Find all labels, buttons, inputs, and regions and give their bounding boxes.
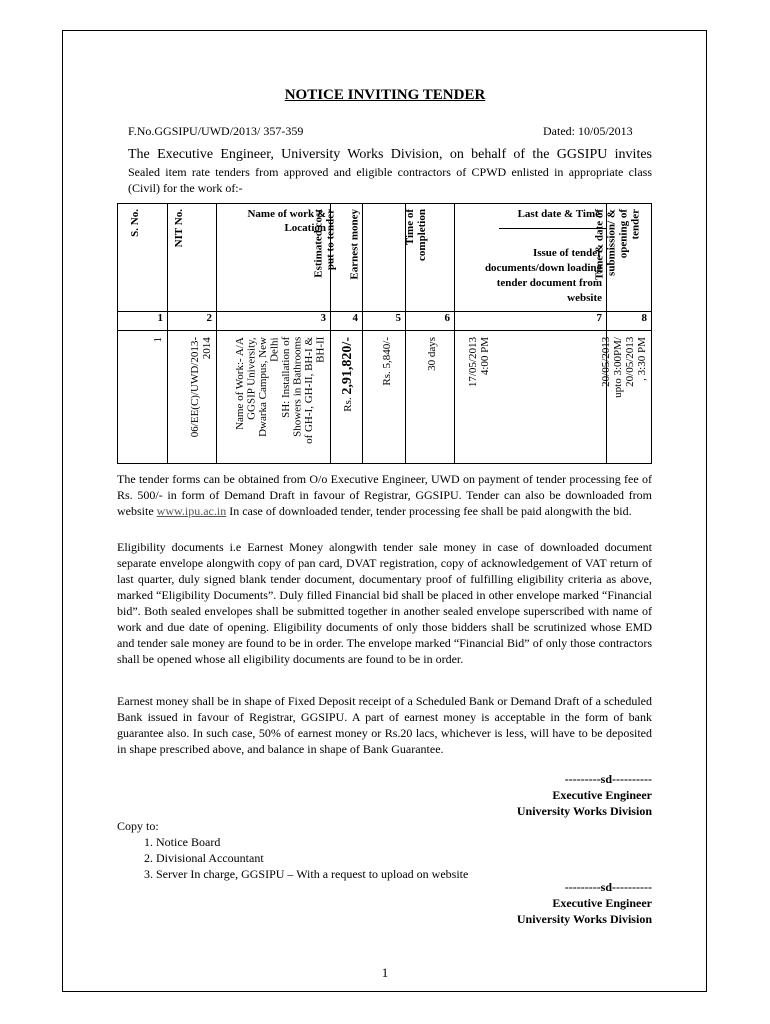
signature-block-2: ---------sd---------- Executive Engineer University Works Division: [516, 880, 652, 926]
cell-time: 30 days: [406, 331, 455, 464]
list-item: 2. Divisional Accountant: [156, 850, 468, 866]
page-title: NOTICE INVITING TENDER: [284, 87, 486, 103]
header-work: Name of work & Location: [217, 204, 331, 312]
signature-block: ---------sd---------- Executive Engineer University Works Division: [516, 772, 652, 818]
cell-cost: Rs. 2,91,820/-: [331, 331, 363, 464]
header-earnest: Earnest money: [363, 204, 406, 312]
cell-sno: 1: [118, 331, 168, 464]
copy-to-list: [117, 818, 468, 882]
copy-to-label: Copy to:: [117, 819, 159, 833]
cell-work: Name of Work:- A/A GGSIP University, Dwarka Campus, New Delhi SH: Installation of Showers in Bathrooms of GH-I, GH-II, BH-I & BH-II: [217, 331, 331, 464]
list-item: 1. Notice Board: [156, 834, 468, 850]
page-number: 1: [381, 965, 389, 980]
table-row: [118, 331, 652, 464]
tender-table: [117, 203, 652, 464]
paragraph-tender-forms: The tender forms can be obtained from O/o Executive Engineer, UWD on payment of tender processing fee of Rs. 500/- in form of Demand Draft in favour of Registrar, GGSIPU. Tender can also be downloaded from website www.ipu.ac.in In case of downloaded tender, tender processing fee shall be paid alongwith the bid.: [117, 472, 652, 518]
intro-line: The Executive Engineer, University Works Division, on behalf of the GGSIPU invites: [128, 147, 652, 162]
column-number-row: 1 2 3 4 5 6 7 8: [118, 312, 652, 331]
cell-earnest: Rs. 5,840/-: [363, 331, 406, 464]
cell-nit: 06/EE(C)/UWD/2013- 2014: [168, 331, 217, 464]
date: Dated: 10/05/2013: [543, 124, 633, 138]
header-last-date: Last date & Time Issue of tender documents/down loading tender document from website: [455, 204, 607, 312]
paragraph-eligibility: Eligibility documents i.e Earnest Money alongwith tender sale money in case of downloaded document separate envelope alongwith copy of pan card, DVAT registration, copy of acknowledgement of VAT return of last quarter, duly signed blank tender document, documentary proof of fulfilling eligibility criteria as above, marked “Eligibility Documents”. Duly filled Financial bid shall be placed in other envelope marked “Financial bid”. Both sealed envelopes shall be submitted together in another sealed envelope superscribed with name of work and due date of opening. Eligibility documents of only those bidders shall be scrutinized whose EMD and tender sale money are found to be in order. The envelope marked “Financial Bid” of only those contractors shall be opened whose all eligibility documents are found to be in order.: [117, 540, 652, 666]
list-item: 3. Server In charge, GGSIPU – With a request to upload on website: [156, 866, 468, 882]
cell-issue-date: 17/05/2013 4:00 PM: [455, 331, 607, 464]
file-number: F.No.GGSIPU/UWD/2013/ 357-359: [128, 124, 304, 138]
header-sno: S. No.: [118, 204, 168, 312]
website-link[interactable]: www.ipu.ac.in: [156, 504, 227, 518]
header-nit: NIT No.: [168, 204, 217, 312]
paragraph-earnest-money: Earnest money shall be in shape of Fixed Deposit receipt of a Scheduled Bank or Demand Draft of a scheduled Bank issued in favour of Registrar, GGSIPU. A part of earnest money is acceptable in the form of bank guarantee also. In such case, 50% of earnest money or Rs.20 lacs, whichever is less, will have to be deposited in shape prescribed above, and balance in shape of Bank Guarantee.: [117, 694, 652, 756]
intro-text: Sealed item rate tenders from approved and eligible contractors of CPWD enlisted in appropriate class (Civil) for the work of:-: [128, 165, 652, 195]
header-row: [118, 204, 652, 312]
header-cost: Estimated cost put to tender: [331, 204, 363, 312]
header-submission: Time & date of submission/ & opening of tender: [607, 204, 652, 312]
cell-submission-date: 20/05/2013 upto 3:00PM/ 20/05/2013 , 3:30 PM: [607, 331, 652, 464]
header-time: Time of completion: [406, 204, 455, 312]
